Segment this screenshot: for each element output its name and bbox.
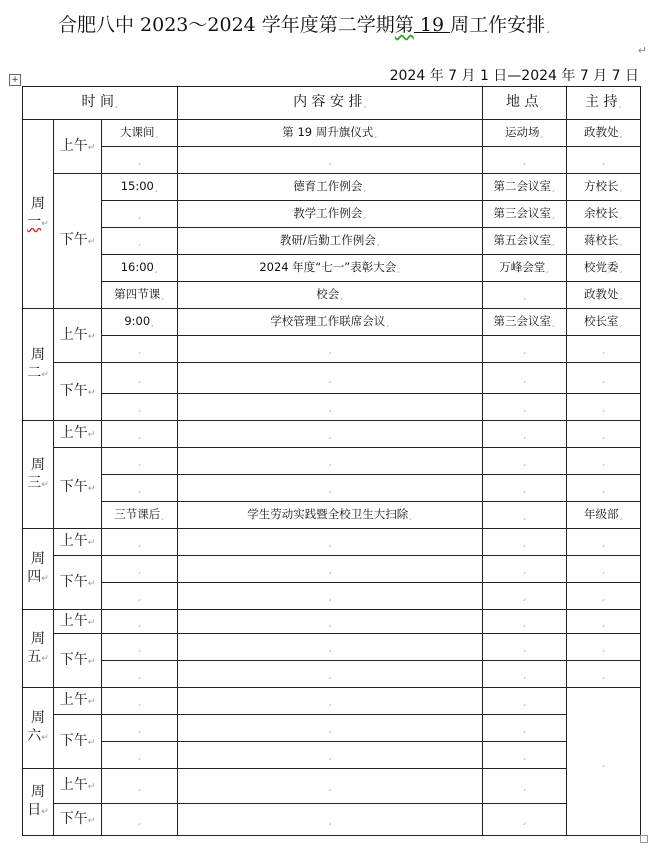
cell-mark-icon: ¸ xyxy=(362,210,367,220)
cell-mark-icon: ¸ xyxy=(601,374,606,384)
cell-mark-icon: ¸ xyxy=(601,345,606,355)
event-time: 9:00¸ xyxy=(102,309,178,336)
return-mark-icon: ↵ xyxy=(637,44,647,57)
cell-mark-icon: ¸ xyxy=(137,697,142,707)
cell-mark-icon: ¸ xyxy=(339,291,344,301)
weekend-host-merged xyxy=(567,688,641,836)
table-row xyxy=(23,583,641,610)
cell-mark-icon: ¸ xyxy=(137,670,142,680)
table-row xyxy=(23,336,641,363)
cell-mark-icon: ¸ xyxy=(327,430,333,440)
cell-mark-icon: ¸ xyxy=(522,697,527,707)
cell-mark-icon: ¸ xyxy=(327,724,333,734)
cell-mark-icon: ¸ xyxy=(150,318,155,328)
paragraph-mark-icon: ↵ xyxy=(41,733,49,743)
cell-mark-icon: ¸ xyxy=(618,210,624,220)
wednesday-am-label: 上午↵ xyxy=(54,421,102,448)
table-move-handle-icon[interactable]: + xyxy=(9,74,21,86)
title-suffix: 周工作安排 xyxy=(450,14,546,36)
paragraph-mark-icon: ↵ xyxy=(87,578,96,589)
cell-mark-icon: ¸ xyxy=(137,643,142,653)
event-content: 德育工作例会¸ xyxy=(178,174,483,201)
schedule-table xyxy=(22,86,641,836)
cell-mark-icon: ¸ xyxy=(601,484,606,494)
event-content: 第 19 周升旗仪式¸ xyxy=(178,120,483,147)
paragraph-mark-icon: ↵ xyxy=(87,617,96,628)
cell-mark-icon: ¸ xyxy=(522,457,527,467)
event-host: 蒋校长¸ xyxy=(567,228,641,255)
paragraph-mark-icon: ↵ xyxy=(41,479,49,490)
title-squiggle-part: 第 xyxy=(394,14,414,36)
paragraph-mark-icon: ↵ xyxy=(87,782,96,792)
cell-mark-icon: ¸ xyxy=(137,156,142,166)
day-tuesday: 周 二↵ xyxy=(23,309,54,421)
cell-mark-icon: ¸ xyxy=(137,565,142,575)
cell-mark-icon: ¸ xyxy=(551,237,556,247)
day-thursday: 周 四↵ xyxy=(23,529,54,610)
cell-mark-icon: ¸ xyxy=(137,724,142,734)
event-place: 第五会议室¸ xyxy=(483,228,567,255)
day-wednesday: 周 三↵ xyxy=(23,421,54,529)
paragraph-mark-icon: ↵ xyxy=(87,697,96,707)
cell-mark-icon: ¸ xyxy=(522,430,527,440)
cell-mark-icon: ¸ xyxy=(601,430,606,440)
cell-mark-icon: ¸ xyxy=(601,757,606,768)
event-time xyxy=(102,201,178,228)
event-host: 校长室¸ xyxy=(567,309,641,336)
table-row xyxy=(23,363,641,394)
saturday-pm-label: 下午↵ xyxy=(54,715,102,769)
cell-mark-icon: ¸ xyxy=(618,511,624,521)
table-row xyxy=(23,529,641,556)
table-row xyxy=(23,255,641,282)
friday-am-label: 上午↵ xyxy=(54,610,102,634)
cell-mark-icon: ¸ xyxy=(327,782,333,792)
table-row xyxy=(23,120,641,147)
title-week-number: 19 xyxy=(413,14,451,36)
cell-mark-icon: ¸ xyxy=(362,99,367,109)
table-row xyxy=(23,228,641,255)
title-prefix: 合肥八中 2023～2024 学年度第二学期 xyxy=(58,14,395,36)
cell-mark-icon: ¸ xyxy=(327,643,333,653)
paragraph-mark-icon: ↵ xyxy=(41,807,49,817)
paragraph-mark-icon: ↵ xyxy=(41,574,49,584)
paragraph-mark-icon: ↵ xyxy=(87,331,96,342)
table-row xyxy=(23,201,641,228)
event-content: 学生劳动实践暨全校卫生大扫除¸ xyxy=(178,502,483,529)
thursday-am-label: 上午↵ xyxy=(54,529,102,556)
paragraph-mark: ¸ xyxy=(545,21,551,34)
cell-mark-icon: ¸ xyxy=(137,345,142,355)
event-place: 第三会议室¸ xyxy=(483,309,567,336)
tuesday-pm-label: 下午↵ xyxy=(54,363,102,421)
event-host: 政教处¸ xyxy=(567,120,641,147)
cell-mark-icon: ¸ xyxy=(137,403,142,413)
cell-mark-icon: ¸ xyxy=(522,782,527,792)
cell-mark-icon: ¸ xyxy=(327,403,333,413)
cell-mark-icon: ¸ xyxy=(522,156,527,166)
cell-mark-icon: ¸ xyxy=(396,264,401,274)
monday-am-label: 上午↵ xyxy=(54,120,102,174)
cell-mark-icon: ¸ xyxy=(137,782,142,792)
cell-mark-icon: ¸ xyxy=(522,724,527,734)
cell-mark-icon: ¸ xyxy=(618,264,624,274)
cell-mark-icon: ¸ xyxy=(601,457,606,467)
cell-mark-icon: ¸ xyxy=(522,374,527,384)
cell-mark-icon: ¸ xyxy=(327,484,333,494)
cell-mark-icon: ¸ xyxy=(618,183,624,193)
cell-mark-icon: ¸ xyxy=(113,99,119,109)
paragraph-mark-icon: ↵ xyxy=(87,656,96,667)
day-monday: 周 一↵ xyxy=(23,120,54,309)
event-place: 第二会议室¸ xyxy=(483,174,567,201)
paragraph-mark-icon: ↵ xyxy=(87,142,96,153)
tuesday-am-label: 上午↵ xyxy=(54,309,102,363)
table-row xyxy=(23,742,641,769)
day-friday: 周 五↵ xyxy=(23,610,54,688)
table-row xyxy=(23,282,641,309)
cell-mark-icon: ¸ xyxy=(137,430,142,440)
cell-mark-icon: ¸ xyxy=(327,565,333,575)
paragraph-mark-icon: ↵ xyxy=(87,737,96,748)
header-host: 主 持¸ xyxy=(567,87,641,120)
cell-mark-icon: ¸ xyxy=(137,751,142,761)
event-host: 余校长¸ xyxy=(567,201,641,228)
cell-mark-icon: ¸ xyxy=(327,697,333,707)
cell-mark-icon: ¸ xyxy=(601,156,606,166)
table-row xyxy=(23,715,641,742)
header-time: 时 间¸ xyxy=(23,87,178,120)
day-saturday: 周 六↵ xyxy=(23,688,54,769)
cell-mark-icon: ¸ xyxy=(522,345,527,355)
cell-mark-icon: ¸ xyxy=(160,291,165,301)
cell-mark-icon: ¸ xyxy=(601,403,606,413)
cell-mark-icon: ¸ xyxy=(551,183,556,193)
cell-mark-icon: ¸ xyxy=(327,457,333,467)
event-time: 三节课后¸ xyxy=(102,502,178,529)
cell-mark-icon: ¸ xyxy=(522,538,527,548)
table-row xyxy=(23,502,641,529)
cell-mark-icon: ¸ xyxy=(327,617,333,628)
friday-pm-label: 下午↵ xyxy=(54,634,102,688)
event-time: 15:00¸ xyxy=(102,174,178,201)
cell-mark-icon: ¸ xyxy=(601,565,606,575)
cell-mark-icon: ¸ xyxy=(522,511,527,521)
event-time xyxy=(102,228,178,255)
cell-mark-icon: ¸ xyxy=(373,129,378,139)
paragraph-mark-icon: ↵ xyxy=(87,430,96,440)
cell-mark-icon: ¸ xyxy=(601,670,606,680)
cell-mark-icon: ¸ xyxy=(154,129,160,139)
event-time: 16:00¸ xyxy=(102,255,178,282)
table-row xyxy=(23,475,641,502)
cell-mark-icon: ¸ xyxy=(375,237,381,247)
cell-mark-icon: ¸ xyxy=(137,538,142,548)
event-place: 运动场¸ xyxy=(483,120,567,147)
cell-mark-icon: ¸ xyxy=(408,511,413,521)
monday-pm-label: 下午↵ xyxy=(54,174,102,309)
cell-mark-icon: ¸ xyxy=(327,538,333,548)
table-end-mark-icon xyxy=(640,835,648,843)
cell-mark-icon: ¸ xyxy=(522,643,527,653)
event-time: 第四节课¸ xyxy=(102,282,178,309)
cell-mark-icon: ¸ xyxy=(327,670,333,680)
cell-mark-icon: ¸ xyxy=(137,457,142,467)
header-content: 内 容 安 排¸ xyxy=(178,87,483,120)
paragraph-mark-icon: ↵ xyxy=(87,815,96,826)
cell-mark-icon: ¸ xyxy=(137,815,142,826)
cell-mark-icon: ¸ xyxy=(522,403,527,413)
table-row xyxy=(23,448,641,475)
cell-mark-icon: ¸ xyxy=(522,670,527,680)
cell-mark-icon: ¸ xyxy=(362,183,367,193)
cell-mark-icon: ¸ xyxy=(327,751,333,761)
table-row xyxy=(23,309,641,336)
cell-mark-icon: ¸ xyxy=(618,129,624,139)
day-sunday: 周 日↵ xyxy=(23,769,54,836)
cell-mark-icon: ¸ xyxy=(601,592,606,602)
cell-mark-icon: ¸ xyxy=(137,484,142,494)
event-time: 大课间¸ xyxy=(102,120,178,147)
table-row xyxy=(23,147,641,174)
cell-mark-icon: ¸ xyxy=(601,538,606,548)
table-row xyxy=(23,174,641,201)
sunday-pm-label: 下午↵ xyxy=(54,804,102,836)
cell-mark-icon: ¸ xyxy=(618,237,624,247)
paragraph-mark-icon: ↵ xyxy=(87,484,96,494)
cell-mark-icon: ¸ xyxy=(137,592,142,602)
event-host: 校党委¸ xyxy=(567,255,641,282)
event-content: 教学工作例会¸ xyxy=(178,201,483,228)
event-place: 第三会议室¸ xyxy=(483,201,567,228)
table-row xyxy=(23,804,641,836)
page-title xyxy=(58,10,551,37)
table-row xyxy=(23,421,641,448)
cell-mark-icon: ¸ xyxy=(327,815,333,826)
table-row xyxy=(23,556,641,583)
header-row xyxy=(23,87,641,120)
paragraph-mark-icon: ↵ xyxy=(87,387,96,398)
paragraph-mark-icon: ↵ xyxy=(87,237,96,247)
date-range: 2024 年 7 月 1 日—2024 年 7 月 7 日 xyxy=(389,68,639,84)
event-place xyxy=(483,502,567,529)
cell-mark-icon: ¸ xyxy=(137,237,142,247)
paragraph-mark-icon: ↵ xyxy=(41,219,49,229)
cell-mark-icon: ¸ xyxy=(522,617,527,628)
table-row xyxy=(23,394,641,421)
cell-mark-icon: ¸ xyxy=(137,210,142,220)
cell-mark-icon: ¸ xyxy=(153,183,159,193)
cell-mark-icon: ¸ xyxy=(522,751,527,761)
cell-mark-icon: ¸ xyxy=(617,99,622,109)
paragraph-mark-icon: ↵ xyxy=(41,653,49,664)
cell-mark-icon: ¸ xyxy=(545,264,550,274)
event-content: 2024 年度“七一”表彰大会¸ xyxy=(178,255,483,282)
cell-mark-icon: ¸ xyxy=(538,99,543,109)
paragraph-mark-icon: ↵ xyxy=(41,369,49,380)
event-host: 年级部¸ xyxy=(567,502,641,529)
cell-mark-icon: ¸ xyxy=(137,374,142,384)
cell-mark-icon: ¸ xyxy=(327,345,333,355)
cell-mark-icon: ¸ xyxy=(551,210,556,220)
wednesday-pm-label: 下午↵ xyxy=(54,448,102,529)
cell-mark-icon: ¸ xyxy=(522,484,527,494)
cell-mark-icon: ¸ xyxy=(327,156,333,166)
cell-mark-icon: ¸ xyxy=(137,617,142,628)
cell-mark-icon: ¸ xyxy=(522,592,527,602)
table-row xyxy=(23,688,641,715)
table-row xyxy=(23,661,641,688)
event-place xyxy=(483,282,567,309)
cell-mark-icon: ¸ xyxy=(601,617,606,628)
event-place: 万峰会堂¸ xyxy=(483,255,567,282)
cell-mark-icon: ¸ xyxy=(327,374,333,384)
table-row xyxy=(23,634,641,661)
thursday-pm-label: 下午↵ xyxy=(54,556,102,610)
cell-mark-icon: ¸ xyxy=(385,318,390,328)
cell-mark-icon: ¸ xyxy=(160,511,165,521)
event-content: 校会¸ xyxy=(178,282,483,309)
cell-mark-icon: ¸ xyxy=(601,643,606,653)
paragraph-mark-icon: ↵ xyxy=(87,538,96,548)
saturday-am-label: 上午↵ xyxy=(54,688,102,715)
cell-mark-icon: ¸ xyxy=(539,129,545,139)
event-host: 方校长¸ xyxy=(567,174,641,201)
cell-mark-icon: ¸ xyxy=(522,291,527,301)
cell-mark-icon: ¸ xyxy=(522,815,527,826)
event-content: 学校管理工作联席会议¸ xyxy=(178,309,483,336)
event-host: 政教处¸ xyxy=(567,282,641,309)
cell-mark-icon: ¸ xyxy=(153,264,159,274)
table-row xyxy=(23,610,641,634)
cell-mark-icon: ¸ xyxy=(618,291,624,301)
cell-mark-icon: ¸ xyxy=(327,592,333,602)
sunday-am-label: 上午↵ xyxy=(54,769,102,804)
event-content: 教研/后勤工作例会¸ xyxy=(178,228,483,255)
cell-mark-icon: ¸ xyxy=(551,318,556,328)
header-place: 地 点¸ xyxy=(483,87,567,120)
cell-mark-icon: ¸ xyxy=(618,318,624,328)
table-row xyxy=(23,769,641,804)
cell-mark-icon: ¸ xyxy=(522,565,527,575)
